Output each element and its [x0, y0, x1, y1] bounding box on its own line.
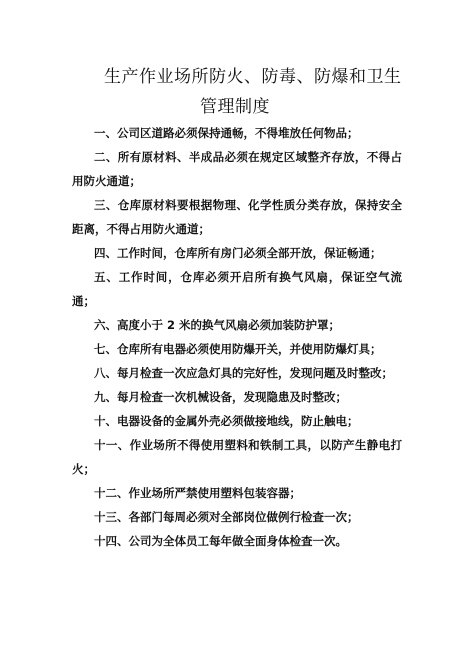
document-title-line-2: 管理制度 — [200, 97, 270, 117]
rule-item: 五、工作时间，仓库必须开启所有换气风扇，保证空气流通； — [72, 270, 402, 308]
rule-item: 四、工作时间，仓库所有房门必须全部开放，保证畅通； — [94, 246, 382, 260]
rules-list — [72, 121, 402, 553]
rule-item: 十四、公司为全体员工每年做全面身体检查一次。 — [94, 534, 347, 548]
rule-item: 六、高度小于 2 米的换气风扇必须加装防护罩； — [94, 318, 341, 332]
rule-item: 十一、作业场所不得使用塑料和铁制工具，以防产生静电打火； — [72, 438, 402, 476]
rule-item: 十二、作业场所严禁使用塑料包装容器； — [94, 486, 301, 500]
document-title-line-1: 生产作业场所防火、防毒、防爆和卫生 — [104, 67, 402, 87]
rule-item: 三、仓库原材料要根据物理、化学性质分类存放，保持安全距离，不得占用防火通道； — [72, 198, 402, 236]
rule-item: 二、所有原材料、半成品必须在规定区域整齐存放，不得占用防火通道； — [72, 150, 402, 188]
rule-item: 十三、各部门每周必须对全部岗位做例行检查一次； — [94, 510, 359, 524]
rule-item: 七、仓库所有电器必须使用防爆开关，并使用防爆灯具； — [94, 342, 382, 356]
rule-item: 八、每月检查一次应急灯具的完好性，发现问题及时整改； — [94, 366, 393, 380]
rule-item: 九、每月检查一次机械设备，发现隐患及时整改； — [94, 390, 347, 404]
rule-item: 十、电器设备的金属外壳必须做接地线，防止触电； — [94, 414, 359, 428]
rule-item: 一、公司区道路必须保持通畅，不得堆放任何物品； — [94, 126, 359, 140]
